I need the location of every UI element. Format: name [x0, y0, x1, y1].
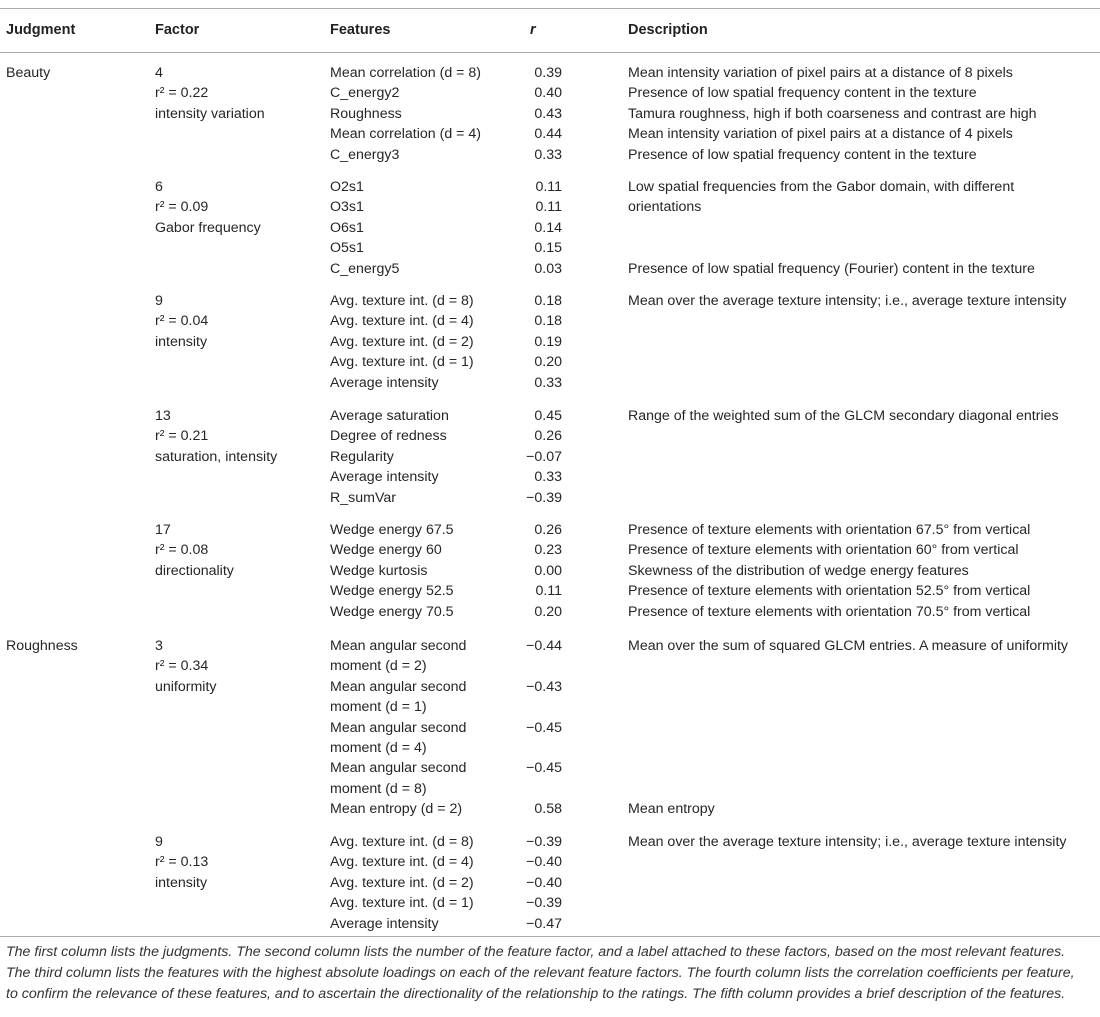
feature-name: moment (d = 8) — [330, 780, 427, 797]
header-features: Features — [330, 22, 391, 38]
header-rule — [0, 52, 1100, 53]
feature-name: C_energy5 — [330, 260, 400, 277]
correlation-value: 0.26 — [534, 522, 562, 538]
factor-r-squared: r² = 0.22 — [155, 85, 209, 102]
factor-r-squared: r² = 0.04 — [155, 313, 209, 330]
factor-label: directionality — [155, 562, 234, 579]
factor-label: saturation, intensity — [155, 448, 278, 465]
correlation-value: 0.11 — [535, 199, 562, 216]
correlation-value: 0.40 — [534, 85, 562, 102]
feature-description: Skewness of the distribution of wedge energy features — [628, 562, 969, 579]
correlation-value: 0.11 — [535, 179, 562, 195]
feature-name: O5s1 — [330, 240, 364, 257]
feature-description: Mean over the average texture intensity; i.e., average texture intensity — [628, 834, 1067, 850]
correlation-value: 0.18 — [534, 313, 562, 330]
factor-r-squared: r² = 0.13 — [155, 854, 209, 871]
correlation-value: 0.58 — [534, 801, 562, 818]
feature-name: Average intensity — [330, 469, 439, 486]
feature-description: Presence of texture elements with orientation 67.5° from vertical — [628, 522, 1031, 538]
feature-name: Avg. texture int. (d = 4) — [330, 313, 474, 330]
factor-number: 6 — [155, 179, 163, 195]
factor-label: Gabor frequency — [155, 219, 261, 236]
feature-name: Roughness — [330, 105, 402, 122]
correlation-value: −0.45 — [526, 760, 562, 777]
factor-label: intensity — [155, 874, 208, 891]
feature-description: Presence of texture elements with orientation 60° from vertical — [628, 542, 1019, 559]
feature-description: Presence of low spatial frequency content in the texture — [628, 146, 977, 163]
factor-label: uniformity — [155, 678, 217, 695]
correlation-value: −0.40 — [526, 854, 562, 871]
correlation-value: 0.18 — [534, 293, 562, 309]
factor-r-squared: r² = 0.08 — [155, 542, 209, 559]
feature-description: Range of the weighted sum of the GLCM secondary diagonal entries — [628, 408, 1059, 424]
caption-line: The first column lists the judgments. The second column lists the number of the feature factor, and a label attached to these factors, based on the most relevant features. — [6, 944, 1066, 960]
feature-name: Average saturation — [330, 408, 449, 424]
feature-name: Wedge kurtosis — [330, 562, 428, 579]
feature-name: Avg. texture int. (d = 1) — [330, 354, 474, 371]
correlation-value: 0.26 — [534, 428, 562, 445]
factor-number: 9 — [155, 293, 163, 309]
feature-name: Avg. texture int. (d = 4) — [330, 854, 474, 871]
feature-name: Wedge energy 52.5 — [330, 583, 454, 600]
correlation-value: 0.11 — [535, 583, 562, 600]
table-caption — [6, 942, 1096, 1006]
correlation-value: 0.14 — [534, 219, 562, 236]
correlation-value: 0.00 — [534, 562, 562, 579]
correlation-value: −0.39 — [526, 895, 562, 912]
feature-name: Avg. texture int. (d = 2) — [330, 874, 474, 891]
feature-description: Tamura roughness, high if both coarseness and contrast are high — [628, 105, 1037, 122]
correlation-value: 0.33 — [534, 146, 562, 163]
correlation-value: 0.33 — [534, 374, 562, 391]
table-bottom-rule — [0, 936, 1100, 937]
feature-name: R_sumVar — [330, 489, 396, 506]
factor-number: 4 — [155, 65, 163, 81]
feature-description: Mean over the average texture intensity; i.e., average texture intensity — [628, 293, 1067, 309]
feature-name: Mean correlation (d = 8) — [330, 65, 482, 81]
feature-description: Mean entropy — [628, 801, 715, 818]
feature-name: Mean angular second — [330, 678, 467, 695]
caption-line: to confirm the relevance of these features, and to ascertain the directionality of the relationship to the ratings. The fifth column provides a brief description of the features. — [6, 986, 1066, 1003]
feature-name: Average intensity — [330, 374, 439, 391]
feature-description: Mean intensity variation of pixel pairs at a distance of 4 pixels — [628, 126, 1013, 143]
feature-description: Presence of low spatial frequency (Fourier) content in the texture — [628, 260, 1035, 277]
feature-name: Wedge energy 70.5 — [330, 603, 454, 620]
feature-description: orientations — [628, 199, 702, 216]
factor-r-squared: r² = 0.34 — [155, 658, 209, 675]
header-factor: Factor — [155, 22, 200, 38]
feature-description: Mean over the sum of squared GLCM entries. A measure of uniformity — [628, 638, 1069, 654]
correlation-value: −0.39 — [526, 489, 562, 506]
feature-name: Wedge energy 67.5 — [330, 522, 454, 538]
correlation-value: 0.44 — [534, 126, 562, 143]
factor-r-squared: r² = 0.09 — [155, 199, 209, 216]
feature-name: Avg. texture int. (d = 1) — [330, 895, 474, 912]
correlation-value: −0.47 — [526, 915, 562, 932]
feature-description: Presence of texture elements with orientation 52.5° from vertical — [628, 583, 1031, 600]
correlation-value: −0.45 — [526, 719, 562, 736]
table-top-rule — [0, 8, 1100, 9]
feature-name: C_energy2 — [330, 85, 400, 102]
factor-label: intensity variation — [155, 105, 265, 122]
feature-name: moment (d = 1) — [330, 699, 427, 716]
factor-number: 13 — [155, 408, 171, 424]
correlation-value: 0.20 — [534, 603, 562, 620]
correlation-value: 0.33 — [534, 469, 562, 486]
correlation-value: −0.39 — [526, 834, 562, 850]
feature-name: Average intensity — [330, 915, 439, 932]
header-description: Description — [628, 22, 708, 38]
factor-r-squared: r² = 0.21 — [155, 428, 209, 445]
feature-name: O2s1 — [330, 179, 364, 195]
feature-description: Presence of low spatial frequency content in the texture — [628, 85, 977, 102]
correlation-value: −0.43 — [526, 678, 562, 695]
feature-name: Mean angular second — [330, 760, 467, 777]
feature-name: Mean angular second — [330, 719, 467, 736]
feature-name: C_energy3 — [330, 146, 400, 163]
feature-description: Presence of texture elements with orientation 70.5° from vertical — [628, 603, 1031, 620]
factor-number: 17 — [155, 522, 171, 538]
feature-description: Mean intensity variation of pixel pairs at a distance of 8 pixels — [628, 65, 1013, 81]
correlation-value: 0.15 — [534, 240, 562, 257]
correlation-value: −0.40 — [526, 874, 562, 891]
factor-number: 3 — [155, 638, 163, 654]
feature-name: Regularity — [330, 448, 394, 465]
feature-name: Avg. texture int. (d = 8) — [330, 834, 474, 850]
feature-name: Mean angular second — [330, 638, 467, 654]
correlation-value: −0.44 — [526, 638, 562, 654]
feature-name: moment (d = 4) — [330, 740, 427, 756]
correlation-value: 0.39 — [534, 65, 562, 81]
correlation-value: 0.19 — [534, 333, 562, 350]
header-r: r — [530, 22, 536, 38]
feature-name: Mean correlation (d = 4) — [330, 126, 482, 143]
header-judgment: Judgment — [6, 22, 76, 38]
correlation-value: 0.43 — [534, 105, 562, 122]
feature-name: Avg. texture int. (d = 8) — [330, 293, 474, 309]
feature-name: O6s1 — [330, 219, 364, 236]
correlation-value: 0.20 — [534, 354, 562, 371]
judgment-label: Beauty — [6, 65, 51, 81]
correlation-value: 0.45 — [534, 408, 562, 424]
factor-label: intensity — [155, 333, 208, 350]
feature-name: Degree of redness — [330, 428, 447, 445]
feature-name: Avg. texture int. (d = 2) — [330, 333, 474, 350]
caption-line: The third column lists the features with the highest absolute loadings on each of the relevant feature factors. The fourth column lists the correlation coefficients per feature, — [6, 965, 1075, 982]
correlation-value: −0.07 — [526, 448, 562, 465]
feature-description: Low spatial frequencies from the Gabor domain, with different — [628, 179, 1015, 195]
feature-name: moment (d = 2) — [330, 658, 427, 675]
correlation-value: 0.23 — [534, 542, 562, 559]
correlation-value: 0.03 — [534, 260, 562, 277]
judgment-label: Roughness — [6, 638, 78, 654]
feature-name: O3s1 — [330, 199, 364, 216]
factor-number: 9 — [155, 834, 163, 850]
feature-name: Wedge energy 60 — [330, 542, 442, 559]
feature-name: Mean entropy (d = 2) — [330, 801, 463, 818]
